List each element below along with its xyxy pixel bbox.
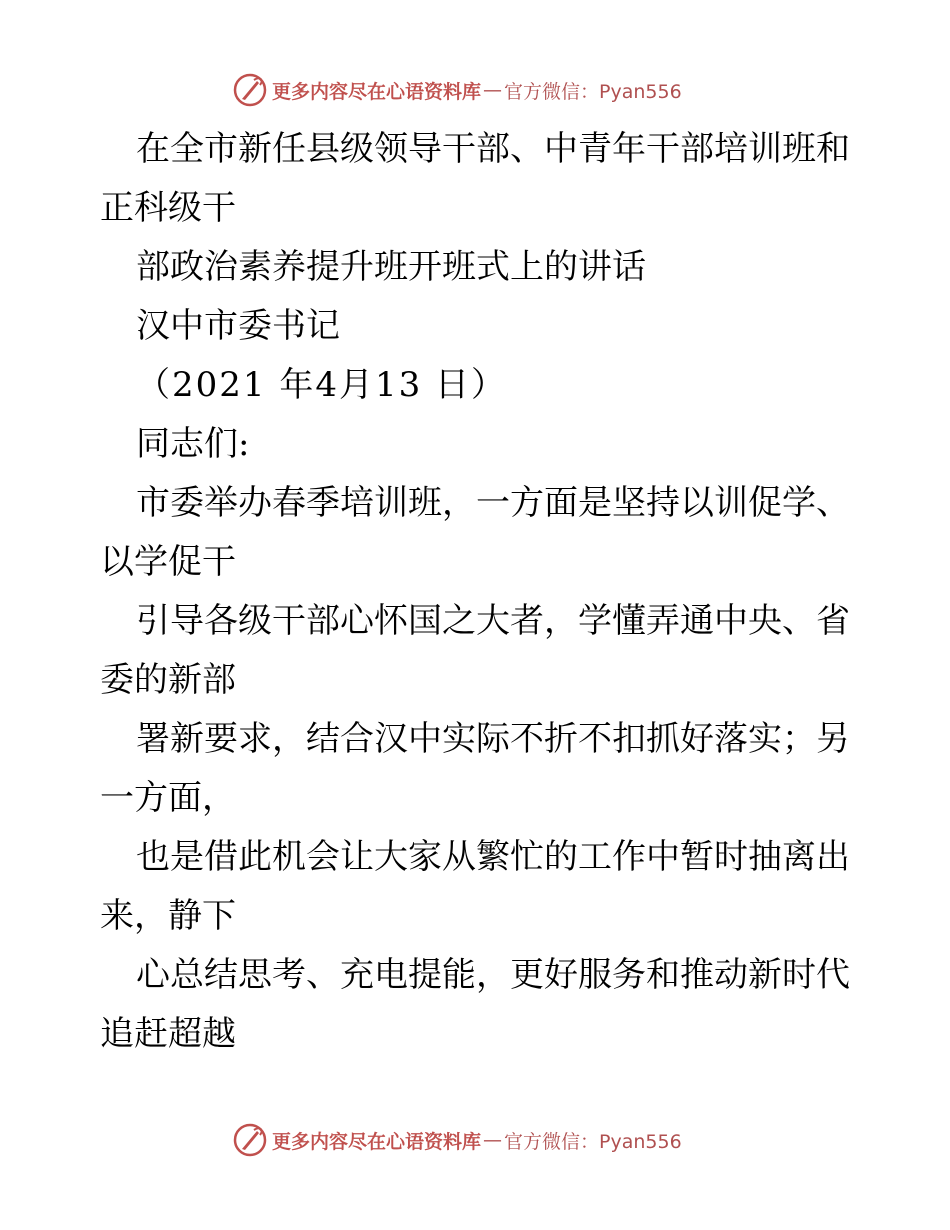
- text-line: 委的新部: [100, 660, 236, 700]
- watermark-separator: —: [483, 79, 503, 101]
- text-line: 部政治素养提升班开班式上的讲话: [136, 247, 646, 287]
- text-line: 正科级干: [100, 188, 236, 228]
- watermark-text: 更多内容尽在心语资料库: [272, 1130, 482, 1153]
- watermark-contact: 官方微信：Pyan556: [504, 1130, 682, 1153]
- text-line: 市委举办春季培训班，一方面是坚持以训促学、: [136, 483, 850, 523]
- footer-watermark: [232, 1122, 752, 1158]
- text-line: 一方面，: [100, 778, 236, 818]
- text-line: 同志们:: [136, 424, 250, 464]
- text-line: 以学促干: [100, 542, 236, 582]
- text-line: （2021 年4月13 日）: [136, 365, 508, 405]
- watermark-text: 更多内容尽在心语资料库: [272, 80, 482, 103]
- quill-pen-icon: [232, 1122, 268, 1158]
- text-line: 也是借此机会让大家从繁忙的工作中暂时抽离出: [136, 837, 850, 877]
- watermark-contact: 官方微信：Pyan556: [504, 80, 682, 103]
- text-line: 汉中市委书记: [136, 306, 340, 346]
- header-watermark: [232, 72, 752, 108]
- document-body: [100, 120, 860, 1064]
- watermark-separator: —: [483, 1129, 503, 1151]
- text-line: 心总结思考、充电提能，更好服务和推动新时代: [136, 955, 850, 995]
- text-line: 追赶超越: [100, 1014, 236, 1054]
- text-line: 在全市新任县级领导干部、中青年干部培训班和: [136, 129, 850, 169]
- text-line: 来，静下: [100, 896, 236, 936]
- text-line: 引导各级干部心怀国之大者，学懂弄通中央、省: [136, 601, 850, 641]
- quill-pen-icon: [232, 72, 268, 108]
- text-line: 署新要求，结合汉中实际不折不扣抓好落实；另: [136, 719, 850, 759]
